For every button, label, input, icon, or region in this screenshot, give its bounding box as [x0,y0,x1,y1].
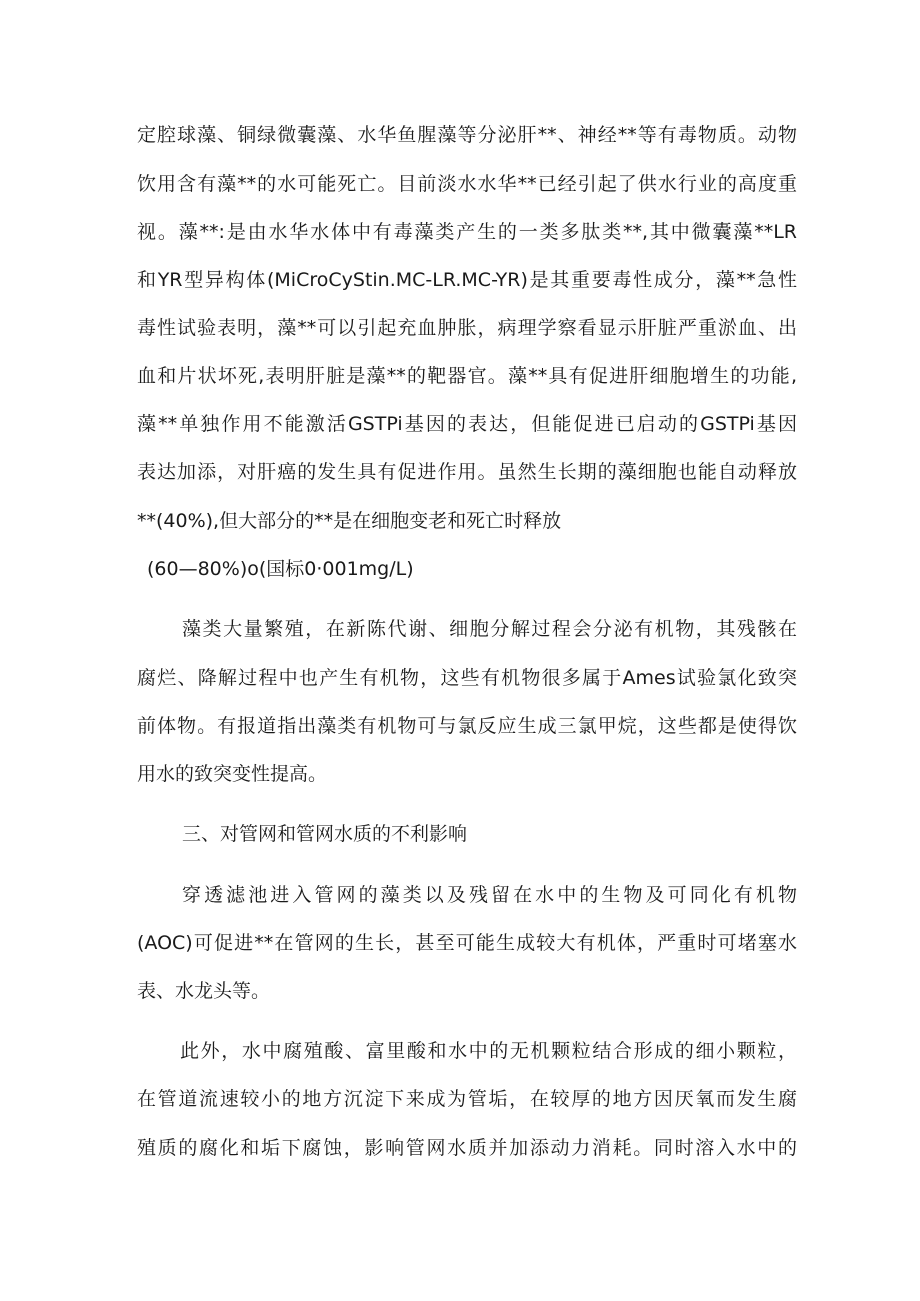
text-line: 殖质的腐化和垢下腐蚀，影响管网水质并加添动力消耗。同时溶入水中的 [137,1137,797,1159]
text-line: 视。藻**:是由水华水体中有毒藻类产生的一类多肽类**,其中微囊藻**LR [137,221,797,243]
text-line: 腐烂、降解过程中也产生有机物，这些有机物很多属于Ames试验氯化致突 [137,667,797,689]
text-line: **(40%),但大部分的**是在细胞变老和死亡时释放 [137,510,562,532]
text-line: 表达加添，对肝癌的发生具有促进作用。虽然生长期的藻细胞也能自动释放 [137,461,797,483]
text-line: 藻**单独作用不能激活GSTPi基因的表达，但能促进已启动的GSTPi基因 [137,413,797,435]
text-line: 表、水龙头等。 [137,980,271,1002]
text-line: 此外，水中腐殖酸、富里酸和水中的无机颗粒结合形成的细小颗粒， [180,1040,797,1062]
text-line: 定腔球藻、铜绿微囊藻、水华鱼腥藻等分泌肝**、神经**等有毒物质。动物 [137,124,797,146]
text-line: 毒性试验表明，藻**可以引起充血肿胀，病理学察看显示肝脏严重淤血、出 [137,317,797,339]
section-heading: 三、对管网和管网水质的不利影响 [182,823,468,845]
text-line: 血和片状坏死,表明肝脏是藻**的靶器官。藻**具有促进肝细胞增生的功能, [137,365,797,387]
text-line: 和YR型异构体(MiCroCyStin.MC-LR.MC-YR)是其重要毒性成分，藻**急性 [137,269,797,291]
text-line: 在管道流速较小的地方沉淀下来成为管垢，在较厚的地方因厌氧而发生腐 [137,1088,797,1110]
text-line: 藻类大量繁殖，在新陈代谢、细胞分解过程会分泌有机物，其残骸在 [182,618,797,640]
text-line: 饮用含有藻**的水可能死亡。目前淡水水华**已经引起了供水行业的高度重 [137,173,797,195]
text-line: (60—80%)o(国标0·001mg∕L) [147,558,414,580]
text-line: 前体物。有报道指出藻类有机物可与氯反应生成三氯甲烷，这些都是使得饮 [137,715,797,737]
text-line: 用水的致突变性提高。 [137,763,328,785]
text-line: (AOC)可促进**在管网的生长，甚至可能生成较大有机体，严重时可堵塞水 [137,932,797,954]
text-line: 穿透滤池进入管网的藻类以及残留在水中的生物及可同化有机物 [182,884,797,906]
